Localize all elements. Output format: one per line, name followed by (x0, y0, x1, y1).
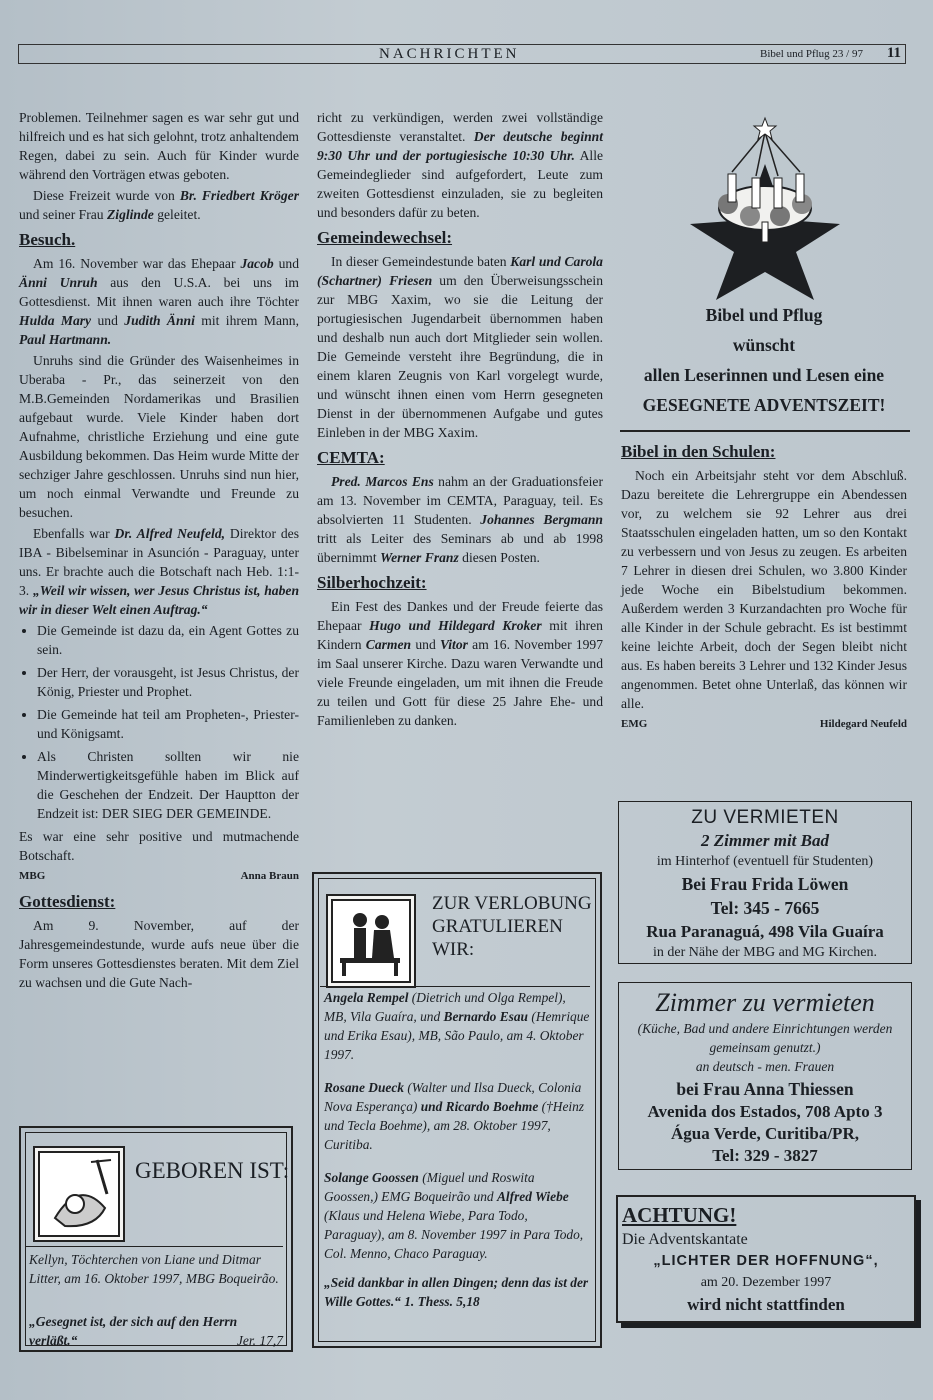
heading-besuch: Besuch. (19, 230, 76, 249)
heading-gemeindewechsel: Gemeindewechsel: (317, 228, 453, 247)
paragraph: Ebenfalls war Dr. Alfred Neufeld, Direktor des IBA - Bibelseminar in Asunción - Paraguay, unter uns. Er brachte auch die Botschaft nach Heb. 1:1-3. „Weil wir wissen, wer Jesus Christus ist, haben wir in dieser Welt einen Auftrag.“ (19, 526, 299, 617)
paragraph: In dieser Gemeindestunde baten Karl und Carola (Schartner) Friesen um den Überweisungsschein zur MBG Xaxim, wo sie die Leitung der portugiesischen Jugendarbeit übernommen haben und deshalb nun auch dort Mitglieder sein wollen. Die Gemeinde versteht ihre Begründung, die in einem klaren Zeugnis von Karl vorgelegt wurde, und wünscht ihnen einen vom Herrn gesegneten Dienst in der übernommenen Aufgabe und gutes Einleben in der MBG Xaxim. (317, 254, 604, 440)
stork-baby-icon (33, 1146, 125, 1242)
paragraph: Diese Freizeit wurde von Br. Friedbert Kröger und seiner Frau Ziglinde geleitet. (19, 188, 299, 222)
paragraph: Pred. Marcos Ens nahm an der Graduationsfeier am 13. November im CEMTA, Paraguay, teil. Es absolvierten 11 Studenten. Johannes Bergmann tritt als Leiter des Seminars ab und ab 1998 übernimmt Werner Franz diesen Posten. (317, 474, 603, 565)
couple-icon (326, 894, 416, 988)
birth-text: Kellyn, Töchterchen von Liane und Ditmar Litter, am 16. Oktober 1997, MBG Boqueirão. (29, 1252, 279, 1286)
engagement-verse: „Seid dankbar in allen Dingen; denn das ist der Wille Gottes.“ 1. Thess. 5,18 (324, 1275, 589, 1309)
signature: EMG Hildegard Neufeld (621, 718, 907, 730)
list-item: Solange Goossen (Miguel und Roswita Goossen,) EMG Boqueirão und Alfred Wiebe (Klaus und Helena Wiebe, Para Todo, Paraguay), am 8. November 1997 in Para Todo, Col. Menno, Chaco Paraguay. (324, 1170, 584, 1261)
list-item: Angela Rempel (Dietrich und Olga Rempel), MB, Vila Guaíra, und Bernardo Esau (Hemrique und Erika Esau), MB, São Paulo, am 4. Oktober 1997. (324, 990, 590, 1062)
paragraph: Am 9. November, auf der Jahresgemeindestunde, wurde aufs neue über die Form unseres Gottesdienstes beraten. Mit dem Ziel zu wachsen und die Gute Nach- (19, 918, 299, 990)
list-item: • Der Herr, der vorausgeht, ist Jesus Christus, der König, Priester und Prophet. (37, 663, 299, 701)
engagement-announcement-box (312, 872, 602, 1348)
list-item: Rosane Dueck (Walter und Ilsa Dueck, Colonia Nova Esperança) und Ricardo Boehme (†Heinz und Tecla Boehme), am 28. Oktober 1997, Curitiba. (324, 1080, 585, 1152)
signature: MBG Anna Braun (19, 870, 299, 882)
rental-ad-1: ZU VERMIETEN 2 Zimmer mit Bad im Hinterhof (eventuell für Studenten) Bei Frau Frida Löwen Tel: 345 - 7665 Rua Paranaguá, 498 Vila Guaíra in der Nähe der MBG and MG Kirchen. (618, 801, 912, 964)
list-item: • Die Gemeinde hat teil am Propheten-, Priester- und Königsamt. (37, 705, 299, 743)
list-item: • Die Gemeinde ist dazu da, ein Agent Gottes zu sein. (37, 621, 299, 659)
divider (620, 430, 910, 432)
paragraph: Problemen. Teilnehmer sagen es war sehr gut und hilfreich und es hat sich gelohnt, trotz anhaltendem Regen, dabei zu sein. Auch für Kinder wurde während den Vorträgen etwas geboten. (19, 110, 299, 182)
heading-silberhochzeit: Silberhochzeit: (317, 573, 427, 592)
paragraph: Noch ein Arbeitsjahr steht vor dem Abschluß. Dazu bereitete die Lehrergruppe ein Abendessen vor, zu welchem sie 92 Lehrer aus drei Staatsschulen eingeladen hatten, um so den Kontakt zu verbessern und von Jesus zu zeugen. Es arbeiten 7 Lehrer in diesen drei Schulen, wo 3.800 Kinder jede Woche ein Bibelstudium bekommen. Außerdem werden 3 Kurzandachten pro Woche für alle Kinder in der Schule gebracht. Es ist bestimmt keine leichte Arbeit, doch der Segen bleibt nicht aus. Es haben bereits 3 Lehrer und 132 Kinder Jesus angenommen. Betet ohne Unterlaß, das können wir alle. (621, 468, 907, 711)
list-item: • Als Christen sollten wir nie Minderwertigkeitsgefühle haben im Blick auf die Geschehen der Endzeit. Der Hauptton der Endzeit ist: DER SIEG DER GEMEINDE. (37, 747, 299, 823)
column-2 (317, 108, 603, 732)
heading-cemta: CEMTA: (317, 448, 385, 467)
column-1 (19, 108, 299, 994)
page-number: 11 (886, 45, 901, 61)
birth-announcement-box (19, 1126, 293, 1352)
birth-verse: „Gesegnet ist, der sich auf den Herrn verläßt.“ Jer. 17,7 (29, 1314, 283, 1348)
paragraph: Unruhs sind die Gründer des Waisenheimes in Uberaba - Pr., das seinerzeit von den M.B.Gemeinden Nordamerikas und Brasilien aufgebaut wurde. Viele Kinder haben dort Aufnahme, christliche Erziehung und eine gute Ausbildung bekommen. Das Heim wurde Mitte der sechziger Jahre geschlossen. Unruhs sind nun hier, um noch einmal Verwandte und Freunde zu besuchen. (19, 353, 299, 520)
heading-bibel-schulen: Bibel in den Schulen: (621, 442, 776, 461)
rental-ad-2: Zimmer zu vermieten (Küche, Bad und andere Einrichtungen werden gemeinsam genutzt.) an deutsch - men. Frauen bei Frau Anna Thiessen Avenida dos Estados, 708 Apto 3 Água Verde, Curitiba/PR, Tel: 329 - 3827 (618, 982, 912, 1170)
paragraph: Es war eine sehr positive und mutmachende Botschaft. (19, 829, 299, 863)
engagement-list (324, 988, 590, 1311)
section-title: NACHRICHTEN (379, 46, 520, 62)
engagement-title: ZUR VERLOBUNG GRATULIEREN WIR: (432, 893, 592, 960)
paragraph: Ein Fest des Dankes und der Freude feierte das Ehepaar Hugo und Hildegard Kroker mit ihren Kindern Carmen und Vitor am 16. November 1997 im Saal unserer Kirche. Dazu waren Verwandte und viele Freunde eingeladen, um mit ihnen die Freude zu teilen und Gott für diese 25 Jahre Ehe- und Familienleben zu danken. (317, 599, 604, 728)
advent-greeting: Bibel und Pflug wünscht allen Leserinnen und Lesen eine GESEGNETE ADVENTSZEIT! (642, 305, 886, 415)
column-3 (621, 436, 907, 740)
birth-title: GEBOREN IST: (135, 1158, 290, 1183)
paragraph: richt zu verkündigen, werden zwei vollständige Gottesdienste veranstaltet. Der deutsche beginnt 9:30 Uhr und der portugiesische 10:30 Uhr. Alle Gemeindeglieder sind aufgefordert, Leute zum zweiten Gottesdienst einzuladen, sie zu begleiten und besonders dafür zu beten. (317, 110, 604, 220)
issue-label: Bibel und Pflug 23 / 97 (760, 48, 863, 60)
paragraph: Am 16. November war das Ehepaar Jacob und Änni Unruh aus den U.S.A. bei uns im Gottesdienst. Mit ihnen waren auch ihre Töchter Hulda Mary und Judith Änni mit ihrem Mann, Paul Hartmann. (19, 256, 300, 347)
advent-star-wreath-icon (690, 112, 840, 302)
heading-gottesdienst: Gottesdienst: (19, 892, 116, 911)
notice-box: ACHTUNG! Die Adventskantate „LICHTER DER HOFFNUNG“, am 20. Dezember 1997 wird nicht stattfinden (616, 1195, 916, 1323)
page-header (18, 44, 906, 64)
bullet-list (19, 621, 299, 823)
